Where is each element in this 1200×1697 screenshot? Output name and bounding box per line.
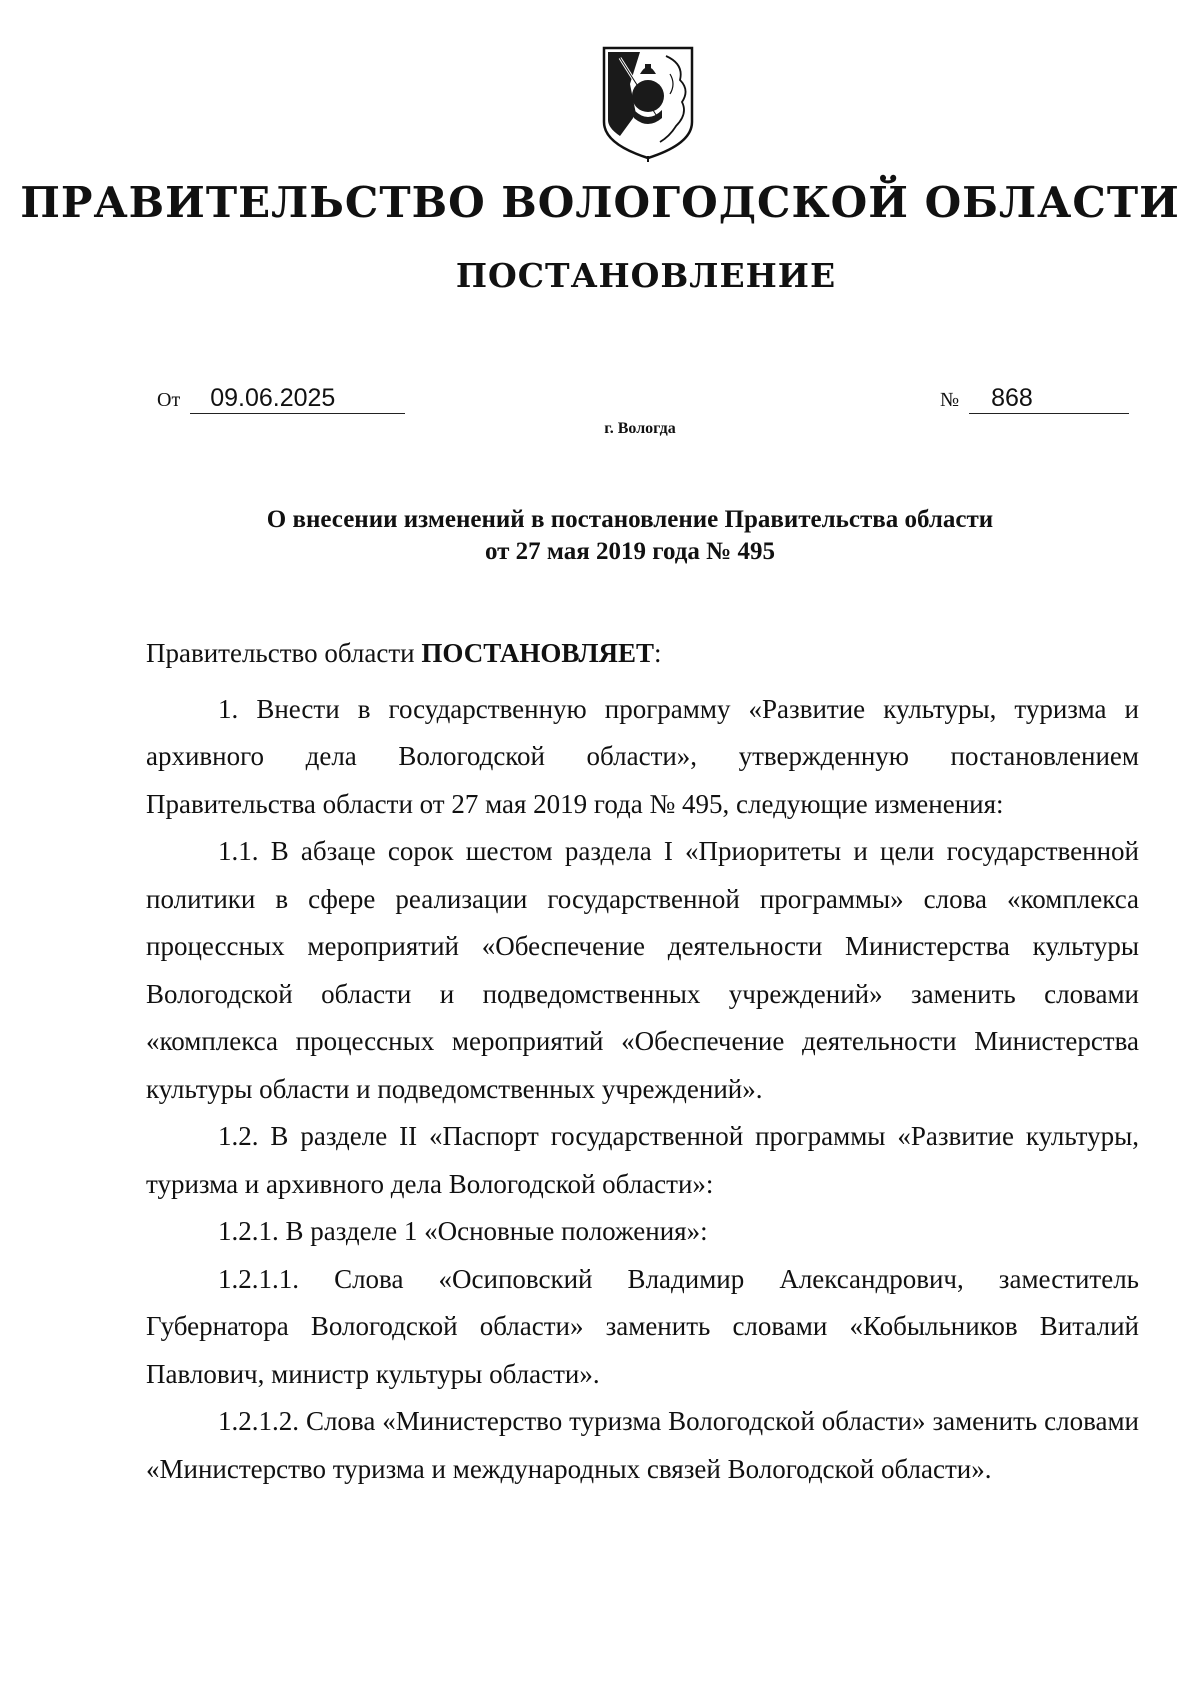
preamble-keyword: ПОСТАНОВЛЯЕТ	[421, 638, 654, 668]
document-type: ПОСТАНОВЛЕНИЕ	[455, 256, 837, 295]
paragraph-1-2-1-2: 1.2.1.2. Слова «Министерство туризма Вологодской области» заменить словами «Министерство туризма и международных связей Вологодской области».	[146, 1406, 1139, 1484]
paragraph-1-1: 1.1. В абзаце сорок шестом раздела I «Приоритеты и цели государственной политики в сфере реализации государственной программы» слова «комплекса процессных мероприятий «Обеспечение деятельности Министерства культуры Вологодской области и подведомственных учреждений» заменить словами «комплекса процессных мероприятий «Обеспечение деятельности Министерства культуры области и подведомственных учреждений».	[146, 836, 1139, 1104]
subject-line-2: от 27 мая 2019 года № 495	[484, 538, 776, 565]
city-label: г. Вологда	[604, 420, 676, 437]
paragraph-1-2-1-1: 1.2.1.1. Слова «Осиповский Владимир Александрович, заместитель Губернатора Вологодской области» заменить словами «Кобыльников Виталий Павлович, министр культуры области».	[146, 1263, 1139, 1389]
number-prefix: №	[940, 389, 960, 411]
preamble-colon: :	[653, 638, 662, 668]
document-date	[157, 383, 405, 414]
preamble-text: Правительство области	[146, 638, 422, 668]
paragraph-1-2: 1.2. В разделе II «Паспорт государственной программы «Развитие культуры, туризма и архивного дела Вологодской области»:	[146, 1121, 1139, 1199]
document-number	[940, 383, 1129, 414]
preamble	[146, 630, 1139, 678]
paragraph-1: 1. Внести в государственную программу «Развитие культуры, туризма и архивного дела Вологодской области», утвержденную постановлением Правительства области от 27 мая 2019 года № 495, следующие изменения:	[146, 693, 1139, 819]
coat-of-arms-icon	[600, 44, 696, 162]
number-value: 868	[969, 383, 1129, 414]
subject-line-1: О внесении изменений в постановление Правительства области	[266, 506, 994, 533]
date-prefix: От	[157, 389, 181, 411]
paragraph-1-2-1: 1.2.1. В разделе 1 «Основные положения»:	[218, 1216, 708, 1246]
document-body	[146, 630, 1139, 1493]
document-subject	[150, 504, 1110, 568]
date-value: 09.06.2025	[190, 383, 405, 414]
government-title: ПРАВИТЕЛЬСТВО ВОЛОГОДСКОЙ ОБЛАСТИ	[20, 178, 1180, 227]
